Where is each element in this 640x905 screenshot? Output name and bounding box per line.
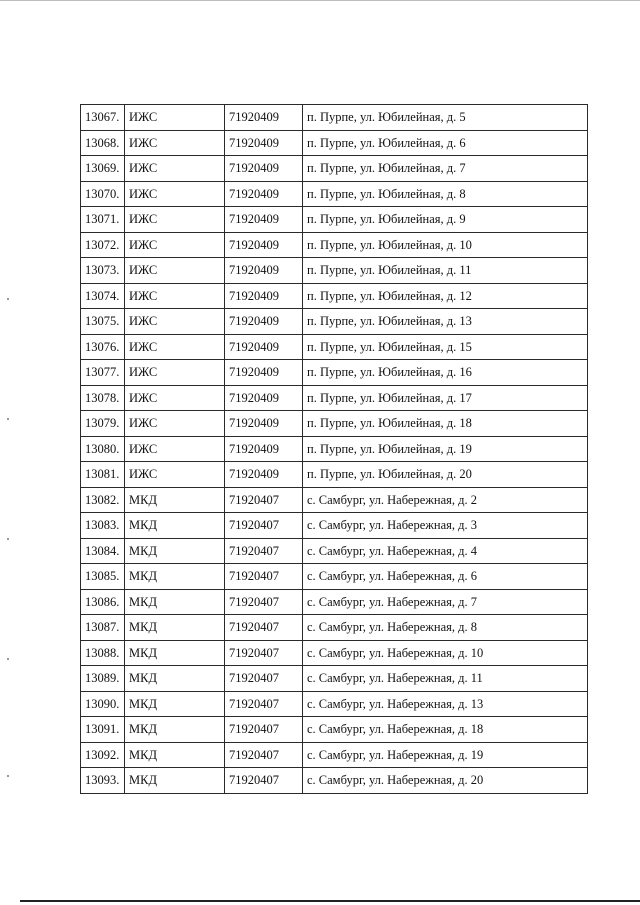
building-type-cell: МКД bbox=[125, 538, 225, 564]
top-edge-line bbox=[0, 0, 640, 1]
building-type-cell: МКД bbox=[125, 564, 225, 590]
row-number-cell: 13071. bbox=[81, 207, 125, 233]
table-row bbox=[81, 360, 588, 386]
oktmo-code-cell: 71920409 bbox=[225, 283, 303, 309]
oktmo-code-cell: 71920407 bbox=[225, 691, 303, 717]
oktmo-code-cell: 71920409 bbox=[225, 385, 303, 411]
building-type-cell: МКД bbox=[125, 513, 225, 539]
building-type-cell: ИЖС bbox=[125, 334, 225, 360]
building-type-cell: МКД bbox=[125, 666, 225, 692]
address-cell: п. Пурпе, ул. Юбилейная, д. 18 bbox=[303, 411, 588, 437]
address-register-table bbox=[80, 104, 588, 794]
table-row bbox=[81, 411, 588, 437]
table-row bbox=[81, 742, 588, 768]
row-number-cell: 13074. bbox=[81, 283, 125, 309]
address-cell: с. Самбург, ул. Набережная, д. 6 bbox=[303, 564, 588, 590]
oktmo-code-cell: 71920407 bbox=[225, 615, 303, 641]
building-type-cell: ИЖС bbox=[125, 207, 225, 233]
address-cell: с. Самбург, ул. Набережная, д. 18 bbox=[303, 717, 588, 743]
row-number-cell: 13087. bbox=[81, 615, 125, 641]
row-number-cell: 13073. bbox=[81, 258, 125, 284]
table-row bbox=[81, 334, 588, 360]
building-type-cell: ИЖС bbox=[125, 436, 225, 462]
building-type-cell: ИЖС bbox=[125, 105, 225, 131]
scan-mark bbox=[7, 538, 9, 540]
row-number-cell: 13088. bbox=[81, 640, 125, 666]
building-type-cell: МКД bbox=[125, 640, 225, 666]
oktmo-code-cell: 71920409 bbox=[225, 411, 303, 437]
scan-mark bbox=[7, 658, 9, 660]
oktmo-code-cell: 71920407 bbox=[225, 538, 303, 564]
row-number-cell: 13076. bbox=[81, 334, 125, 360]
scan-mark bbox=[7, 298, 9, 300]
table-body bbox=[81, 105, 588, 794]
table-row bbox=[81, 130, 588, 156]
building-type-cell: ИЖС bbox=[125, 181, 225, 207]
table-row bbox=[81, 462, 588, 488]
scan-mark bbox=[7, 775, 9, 777]
table-row bbox=[81, 691, 588, 717]
row-number-cell: 13083. bbox=[81, 513, 125, 539]
oktmo-code-cell: 71920407 bbox=[225, 589, 303, 615]
row-number-cell: 13072. bbox=[81, 232, 125, 258]
table-row bbox=[81, 258, 588, 284]
table-row bbox=[81, 538, 588, 564]
table-row bbox=[81, 487, 588, 513]
building-type-cell: МКД bbox=[125, 615, 225, 641]
address-cell: п. Пурпе, ул. Юбилейная, д. 13 bbox=[303, 309, 588, 335]
address-cell: п. Пурпе, ул. Юбилейная, д. 12 bbox=[303, 283, 588, 309]
building-type-cell: ИЖС bbox=[125, 156, 225, 182]
address-cell: п. Пурпе, ул. Юбилейная, д. 19 bbox=[303, 436, 588, 462]
row-number-cell: 13084. bbox=[81, 538, 125, 564]
address-cell: с. Самбург, ул. Набережная, д. 4 bbox=[303, 538, 588, 564]
row-number-cell: 13077. bbox=[81, 360, 125, 386]
row-number-cell: 13070. bbox=[81, 181, 125, 207]
row-number-cell: 13093. bbox=[81, 768, 125, 794]
oktmo-code-cell: 71920409 bbox=[225, 207, 303, 233]
row-number-cell: 13085. bbox=[81, 564, 125, 590]
oktmo-code-cell: 71920409 bbox=[225, 462, 303, 488]
address-cell: п. Пурпе, ул. Юбилейная, д. 5 bbox=[303, 105, 588, 131]
row-number-cell: 13086. bbox=[81, 589, 125, 615]
address-cell: п. Пурпе, ул. Юбилейная, д. 7 bbox=[303, 156, 588, 182]
building-type-cell: МКД bbox=[125, 768, 225, 794]
oktmo-code-cell: 71920409 bbox=[225, 156, 303, 182]
oktmo-code-cell: 71920409 bbox=[225, 436, 303, 462]
table-row bbox=[81, 768, 588, 794]
oktmo-code-cell: 71920409 bbox=[225, 232, 303, 258]
row-number-cell: 13080. bbox=[81, 436, 125, 462]
oktmo-code-cell: 71920409 bbox=[225, 258, 303, 284]
address-cell: п. Пурпе, ул. Юбилейная, д. 8 bbox=[303, 181, 588, 207]
building-type-cell: ИЖС bbox=[125, 309, 225, 335]
building-type-cell: МКД bbox=[125, 691, 225, 717]
building-type-cell: ИЖС bbox=[125, 411, 225, 437]
building-type-cell: МКД bbox=[125, 717, 225, 743]
table-row bbox=[81, 436, 588, 462]
address-cell: с. Самбург, ул. Набережная, д. 11 bbox=[303, 666, 588, 692]
building-type-cell: МКД bbox=[125, 487, 225, 513]
building-type-cell: МКД bbox=[125, 589, 225, 615]
building-type-cell: ИЖС bbox=[125, 462, 225, 488]
row-number-cell: 13089. bbox=[81, 666, 125, 692]
table-row bbox=[81, 513, 588, 539]
address-cell: с. Самбург, ул. Набережная, д. 3 bbox=[303, 513, 588, 539]
table-row bbox=[81, 666, 588, 692]
table-row bbox=[81, 564, 588, 590]
table-row bbox=[81, 232, 588, 258]
address-cell: с. Самбург, ул. Набережная, д. 2 bbox=[303, 487, 588, 513]
row-number-cell: 13092. bbox=[81, 742, 125, 768]
table-row bbox=[81, 283, 588, 309]
address-cell: п. Пурпе, ул. Юбилейная, д. 10 bbox=[303, 232, 588, 258]
row-number-cell: 13078. bbox=[81, 385, 125, 411]
building-type-cell: ИЖС bbox=[125, 385, 225, 411]
building-type-cell: ИЖС bbox=[125, 232, 225, 258]
address-cell: п. Пурпе, ул. Юбилейная, д. 17 bbox=[303, 385, 588, 411]
table-row bbox=[81, 640, 588, 666]
row-number-cell: 13091. bbox=[81, 717, 125, 743]
oktmo-code-cell: 71920407 bbox=[225, 513, 303, 539]
row-number-cell: 13067. bbox=[81, 105, 125, 131]
row-number-cell: 13068. bbox=[81, 130, 125, 156]
table-row bbox=[81, 615, 588, 641]
table-row bbox=[81, 156, 588, 182]
oktmo-code-cell: 71920409 bbox=[225, 334, 303, 360]
building-type-cell: ИЖС bbox=[125, 130, 225, 156]
address-cell: с. Самбург, ул. Набережная, д. 8 bbox=[303, 615, 588, 641]
row-number-cell: 13079. bbox=[81, 411, 125, 437]
table-row bbox=[81, 717, 588, 743]
address-cell: с. Самбург, ул. Набережная, д. 13 bbox=[303, 691, 588, 717]
row-number-cell: 13069. bbox=[81, 156, 125, 182]
address-cell: с. Самбург, ул. Набережная, д. 10 bbox=[303, 640, 588, 666]
oktmo-code-cell: 71920409 bbox=[225, 309, 303, 335]
building-type-cell: ИЖС bbox=[125, 283, 225, 309]
address-cell: п. Пурпе, ул. Юбилейная, д. 20 bbox=[303, 462, 588, 488]
address-cell: п. Пурпе, ул. Юбилейная, д. 15 bbox=[303, 334, 588, 360]
row-number-cell: 13081. bbox=[81, 462, 125, 488]
row-number-cell: 13090. bbox=[81, 691, 125, 717]
oktmo-code-cell: 71920407 bbox=[225, 487, 303, 513]
row-number-cell: 13075. bbox=[81, 309, 125, 335]
table-row bbox=[81, 309, 588, 335]
address-cell: п. Пурпе, ул. Юбилейная, д. 6 bbox=[303, 130, 588, 156]
oktmo-code-cell: 71920407 bbox=[225, 666, 303, 692]
building-type-cell: МКД bbox=[125, 742, 225, 768]
address-cell: п. Пурпе, ул. Юбилейная, д. 9 bbox=[303, 207, 588, 233]
oktmo-code-cell: 71920407 bbox=[225, 564, 303, 590]
address-cell: с. Самбург, ул. Набережная, д. 20 bbox=[303, 768, 588, 794]
address-cell: п. Пурпе, ул. Юбилейная, д. 11 bbox=[303, 258, 588, 284]
table-row bbox=[81, 207, 588, 233]
oktmo-code-cell: 71920409 bbox=[225, 105, 303, 131]
oktmo-code-cell: 71920407 bbox=[225, 742, 303, 768]
scan-mark bbox=[7, 418, 9, 420]
building-type-cell: ИЖС bbox=[125, 360, 225, 386]
oktmo-code-cell: 71920409 bbox=[225, 360, 303, 386]
row-number-cell: 13082. bbox=[81, 487, 125, 513]
address-cell: с. Самбург, ул. Набережная, д. 7 bbox=[303, 589, 588, 615]
address-cell: с. Самбург, ул. Набережная, д. 19 bbox=[303, 742, 588, 768]
building-type-cell: ИЖС bbox=[125, 258, 225, 284]
bottom-edge-line bbox=[20, 900, 640, 902]
table-row bbox=[81, 105, 588, 131]
oktmo-code-cell: 71920409 bbox=[225, 181, 303, 207]
oktmo-code-cell: 71920407 bbox=[225, 768, 303, 794]
oktmo-code-cell: 71920407 bbox=[225, 717, 303, 743]
address-cell: п. Пурпе, ул. Юбилейная, д. 16 bbox=[303, 360, 588, 386]
table-row bbox=[81, 181, 588, 207]
oktmo-code-cell: 71920407 bbox=[225, 640, 303, 666]
table-row bbox=[81, 589, 588, 615]
oktmo-code-cell: 71920409 bbox=[225, 130, 303, 156]
table-row bbox=[81, 385, 588, 411]
